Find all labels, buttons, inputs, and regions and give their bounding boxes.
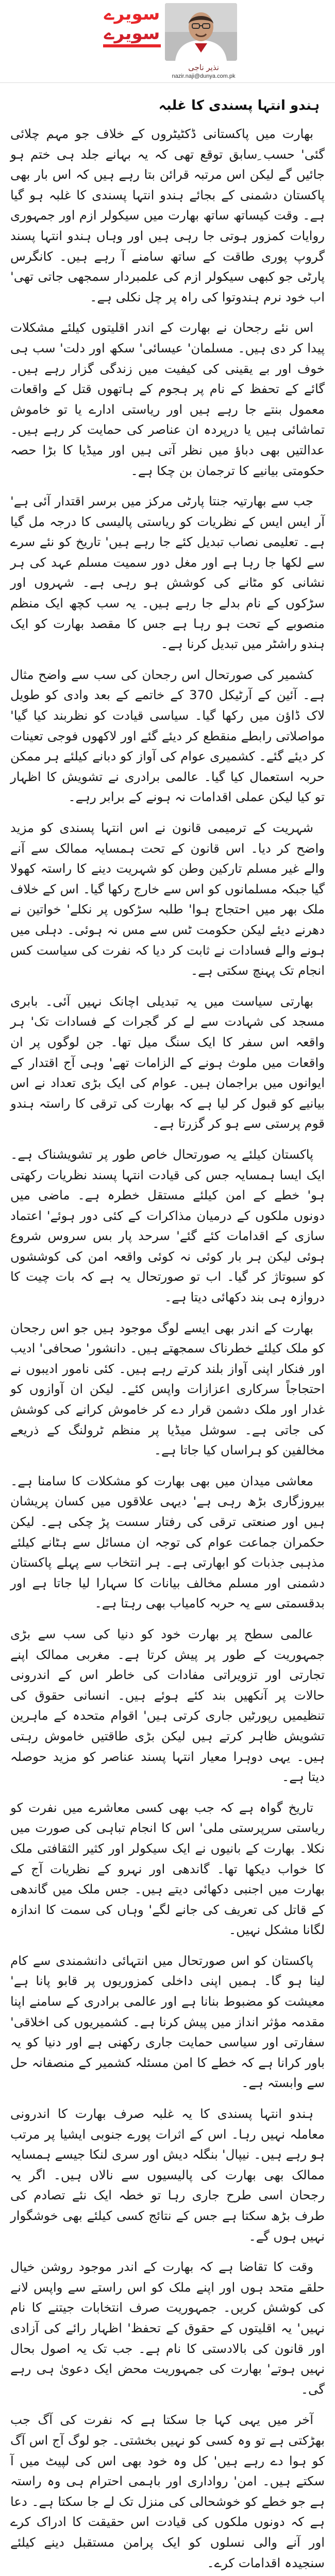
author-name: نذیر ناجی — [188, 63, 219, 72]
brand-line-1: سویرے — [104, 4, 160, 24]
column-brand-logo — [103, 4, 161, 47]
article-paragraph: شہریت کے ترمیمی قانون نے اس انتہا پسندی کو مزید واضح کر دیا۔ اس قانون کے تحت ہمسایہ ممالک سے آنے والے غیر مسلم تارکین وطن کو شہریت دینے کا راستہ کھولا گیا جبکہ مسلمانوں کو اس سے خارج رکھا گیا۔ اس کے خلاف ملک بھر میں احتجاج ہوا' طلبہ سڑکوں پر نکلے' خواتین نے دھرنے دیئے لیکن حکومت ٹس سے مس نہ ہوئی۔ دہلی میں ہونے والے فسادات نے ثابت کر دیا کہ نفرت کی سیاست کس انجام تک پہنچ سکتی ہے۔ — [10, 820, 325, 978]
article-body — [10, 124, 325, 2576]
article-paragraph: اس نئے رجحان نے بھارت کے اندر اقلیتوں کیلئے مشکلات پیدا کر دی ہیں۔ مسلمان' عیسائی' سکھ اور دلت' سب ہی خوف اور بے یقینی کی کیفیت میں زندگی گزار رہے ہیں۔ گائے کے تحفظ کے نام پر ہجوم کے ہاتھوں قتل کے واقعات معمول بنتے جا رہے ہیں اور ریاستی ادارے یا تو خاموش تماشائی ہیں یا درپردہ ان عناصر کی حمایت کر رہے ہیں۔ عدالتیں بھی دباؤ میں نظر آتی ہیں اور میڈیا کا بڑا حصہ حکومتی بیانیے کا ترجمان بن چکا ہے۔ — [10, 320, 325, 478]
article-paragraph: کشمیر کی صورتحال اس رجحان کی سب سے واضح مثال ہے۔ آئین کے آرٹیکل 370 کے خاتمے کے بعد وادی کو طویل لاک ڈاؤن میں رکھا گیا۔ سیاسی قیادت کو نظربند کیا گیا' مواصلاتی رابطے منقطع کر دیئے گئے اور لاکھوں فوجی تعینات کر دیئے گئے۔ کشمیری عوام کی آواز کو دبانے کیلئے ہر ممکن حربہ استعمال کیا گیا۔ عالمی برادری نے تشویش کا اظہار تو کیا لیکن عملی اقدامات نہ ہونے کے برابر رہے۔ — [10, 667, 325, 805]
author-photo — [165, 3, 237, 61]
article-paragraph: عالمی سطح پر بھارت خود کو دنیا کی سب سے بڑی جمہوریت کے طور پر پیش کرتا ہے۔ مغربی ممالک اپنے تجارتی اور تزویراتی مفادات کی خاطر اس کے اندرونی حالات پر آنکھیں بند کئے ہوئے ہیں۔ انسانی حقوق کی تنظیمیں رپورٹیں جاری کرتی ہیں' اقوام متحدہ کے ماہرین تشویش ظاہر کرتے ہیں لیکن بڑی طاقتیں خاموش رہتی ہیں۔ یہی دوہرا معیار انتہا پسند عناصر کو مزید حوصلہ دیتا ہے۔ — [10, 1626, 325, 1785]
article-paragraph: ہندو انتہا پسندی کا یہ غلبہ صرف بھارت کا اندرونی معاملہ نہیں رہا۔ اس کے اثرات پورے جنوبی ایشیا پر مرتب ہو رہے ہیں۔ نیپال' بنگلہ دیش اور سری لنکا جیسے ہمسایہ ممالک بھی بھارت کی پالیسیوں سے نالاں ہیں۔ اگر یہ رجحان اسی طرح جاری رہا تو خطہ ایک نئے تصادم کی طرف بڑھ سکتا ہے جس کے نتائج کسی کیلئے بھی خوشگوار نہیں ہوں گے۔ — [10, 2106, 325, 2244]
article-paragraph: معاشی میدان میں بھی بھارت کو مشکلات کا سامنا ہے۔ بیروزگاری بڑھ رہی ہے' دیہی علاقوں میں کسان پریشان ہیں اور صنعتی ترقی کی رفتار سست پڑ چکی ہے۔ لیکن حکمران جماعت عوام کی توجہ ان مسائل سے ہٹانے کیلئے مذہبی جذبات کو ابھارتی ہے۔ ہر انتخاب سے پہلے پاکستان دشمنی اور مسلم مخالف بیانات کا سہارا لیا جاتا ہے اور بدقسمتی سے یہ حربہ کامیاب بھی رہتا ہے۔ — [10, 1473, 325, 1611]
article-paragraph: جب سے بھارتیہ جنتا پارٹی مرکز میں برسر اقتدار آئی ہے' آر ایس ایس کے نظریات کو ریاستی پالیسی کا درجہ مل گیا ہے۔ تعلیمی نصاب تبدیل کئے جا رہے ہیں' تاریخ کو نئے سرے سے لکھا جا رہا ہے اور مغل دور سمیت مسلم عہد کی ہر نشانی کو مٹانے کی کوشش ہو رہی ہے۔ شہروں اور سڑکوں کے نام بدلے جا رہے ہیں۔ یہ سب کچھ ایک منظم منصوبے کے تحت ہو رہا ہے جس کا مقصد بھارت کو ایک ہندو راشٹر میں تبدیل کرنا ہے۔ — [10, 494, 325, 652]
brand-line-2: سویرے — [104, 23, 160, 44]
column-header — [0, 0, 335, 83]
article-paragraph: پاکستان کو اس صورتحال میں انتہائی دانشمندی سے کام لینا ہو گا۔ ہمیں اپنی داخلی کمزوریوں پر قابو پانا ہے' معیشت کو مضبوط بنانا ہے اور عالمی برادری کے سامنے اپنا مقدمہ مؤثر انداز میں پیش کرنا ہے۔ کشمیریوں کی اخلاقی' سفارتی اور سیاسی حمایت جاری رکھنی ہے اور دنیا کو یہ باور کرانا ہے کہ خطے کا امن مسئلہ کشمیر کے منصفانہ حل سے وابستہ ہے۔ — [10, 1953, 325, 2091]
author-email[interactable]: nazir.naji@dunya.com.pk — [172, 73, 236, 79]
article-paragraph: بھارت کے اندر بھی ایسے لوگ موجود ہیں جو اس رجحان کو ملک کیلئے خطرناک سمجھتے ہیں۔ دانشور' صحافی' ادیب اور فنکار اپنی آواز بلند کرتے رہے ہیں۔ کئی نامور ادیبوں نے احتجاجاً سرکاری اعزازات واپس کئے۔ لیکن ان آوازوں کو غدار اور ملک دشمن قرار دے کر خاموش کرانے کی کوشش کی جاتی ہے۔ سوشل میڈیا پر منظم ٹرولنگ کے ذریعے مخالفین کو ہراساں کیا جاتا ہے۔ — [10, 1320, 325, 1458]
article-paragraph: تاریخ گواہ ہے کہ جب بھی کسی معاشرے میں نفرت کو ریاستی سرپرستی ملی' اس کا انجام تباہی کی صورت میں نکلا۔ بھارت کے بانیوں نے ایک سیکولر اور کثیر الثقافتی ملک کا خواب دیکھا تھا۔ گاندھی اور نہرو کے نظریات آج کے بھارت میں اجنبی دکھائی دیتے ہیں۔ جس ملک میں گاندھی کے قاتل کی تعریف کی جانے لگے' وہاں کی سمت کا اندازہ لگانا مشکل نہیں۔ — [10, 1800, 325, 1938]
article-paragraph: بھارتی سیاست میں یہ تبدیلی اچانک نہیں آئی۔ بابری مسجد کی شہادت سے لے کر گجرات کے فسادات تک' ہر واقعہ اس سفر کا ایک سنگ میل تھا۔ جن لوگوں پر ان واقعات میں ملوث ہونے کے الزامات تھے' وہی آج اقتدار کے ایوانوں میں براجمان ہیں۔ عوام کی ایک بڑی تعداد نے اس بیانیے کو قبول کر لیا ہے کہ بھارت کی ترقی کا راستہ ہندو قوم پرستی سے ہو کر گزرتا ہے۔ — [10, 993, 325, 1131]
brand-underline — [103, 44, 161, 47]
article-paragraph: بھارت میں پاکستانی ڈکٹیٹروں کے خلاف جو مہم چلائی گئی' حسب ِسابق توقع تھی کہ یہ بہانے جلد ہی ختم ہو جائیں گے لیکن اس مرتبہ قرائن بتا رہے ہیں کہ اس بار بھی پاکستان دشمنی کے بجائے ہندو انتہا پسندی کا غلبہ ہو گیا ہے۔ وقت کیساتھ ساتھ بھارت میں سیکولر ازم اور جمہوری روایات کمزور ہوتی جا رہی ہیں اور وہاں ہندو انتہا پسند گروپ پوری طاقت کے ساتھ سامنے آ رہے ہیں۔ کانگرس پارٹی جو کبھی سیکولر ازم کی علمبردار سمجھی جاتی تھی' اب خود نرم ہندوتوا کی راہ پر چل نکلی ہے۔ — [10, 126, 325, 304]
article-title: ہندو انتہا پسندی کا غلبہ — [158, 98, 320, 113]
article-paragraph: آخر میں یہی کہا جا سکتا ہے کہ نفرت کی آگ جب بھڑکتی ہے تو وہ کسی کو نہیں بخشتی۔ جو لوگ آج اس آگ کو ہوا دے رہے ہیں' کل وہ خود بھی اس کی لپیٹ میں آ سکتے ہیں۔ امن' رواداری اور باہمی احترام ہی وہ راستہ ہے جو خطے کو خوشحالی کی منزل تک لے جا سکتا ہے۔ دعا ہے کہ دونوں ملکوں کی قیادت اس حقیقت کا ادراک کرے اور آنے والی نسلوں کو ایک پرامن مستقبل دینے کیلئے سنجیدہ اقدامات کرے۔ — [10, 2412, 325, 2570]
article-paragraph: پاکستان کیلئے یہ صورتحال خاص طور پر تشویشناک ہے۔ ایک ایسا ہمسایہ جس کی قیادت انتہا پسند نظریات رکھتی ہو' خطے کے امن کیلئے مستقل خطرہ ہے۔ ماضی میں دونوں ملکوں کے درمیان مذاکرات کے کئی دور ہوئے' اعتماد سازی کے اقدامات کئے گئے' سرحد پار بس سروس شروع ہوئی لیکن ہر بار کوئی نہ کوئی واقعہ امن کی کوششوں کو سبوتاژ کر گیا۔ اب تو صورتحال یہ ہے کہ بات چیت کا دروازہ ہی بند دکھائی دیتا ہے۔ — [10, 1146, 325, 1305]
article-paragraph: وقت کا تقاضا ہے کہ بھارت کے اندر موجود روشن خیال حلقے متحد ہوں اور اپنے ملک کو اس راستے سے واپس لانے کی کوشش کریں۔ جمہوریت صرف انتخابات جیتنے کا نام نہیں' یہ اقلیتوں کے حقوق کے تحفظ' اظہار رائے کی آزادی اور قانون کی بالادستی کا نام ہے۔ جب تک یہ اصول بحال نہیں ہوتے' بھارت کی جمہوریت محض ایک دعویٰ ہی رہے گی۔ — [10, 2259, 325, 2397]
